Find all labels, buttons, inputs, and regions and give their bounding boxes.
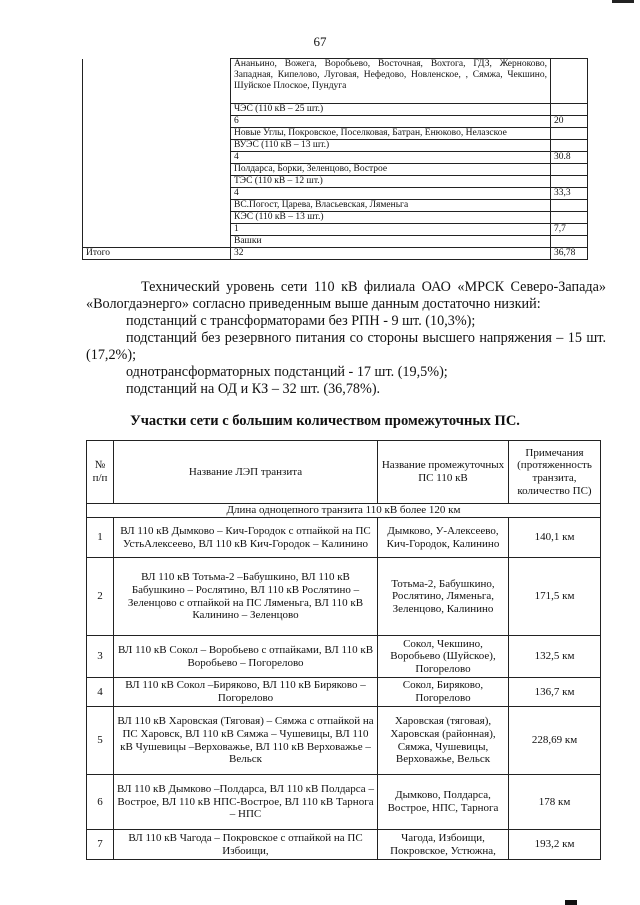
table-cell: Полдарса, Борки, Зеленцово, Вострое	[231, 164, 551, 176]
table-row	[83, 140, 588, 152]
header-substations: Название промежуточных ПС 110 кВ	[378, 441, 509, 504]
table-cell: КЭС (110 кВ – 13 шт.)	[231, 212, 551, 224]
table-row	[87, 707, 601, 775]
substations: Дымково, Полдарса, Вострое, НПС, Тарнога	[378, 775, 509, 830]
table-cell: 1	[231, 224, 551, 236]
transit-length: 228,69 км	[509, 707, 601, 775]
page-number: 67	[313, 34, 327, 49]
table-cell	[83, 236, 231, 248]
paragraph: однотрансформаторных подстанций - 17 шт. (19,5%);	[126, 364, 448, 380]
table-cell	[551, 212, 588, 224]
table-cell: Новые Углы, Покровское, Поселковая, Батран, Енюково, Нелазское	[231, 128, 551, 140]
section-title: Участки сети с большим количеством промежуточных ПС.	[130, 413, 520, 429]
table-row	[83, 236, 588, 248]
row-number: 4	[87, 678, 114, 707]
table-cell	[83, 176, 231, 188]
table-cell	[83, 152, 231, 164]
transit-length: 136,7 км	[509, 678, 601, 707]
line-name: ВЛ 110 кВ Сокол – Воробьево с отпайками, ВЛ 110 кВ Воробьево – Погорелово	[114, 636, 378, 678]
table-row	[83, 224, 588, 236]
table-cell	[83, 212, 231, 224]
total-count: 32	[231, 248, 551, 260]
table-cell: ВС.Погост, Царева, Власьевская, Ляменьга	[231, 200, 551, 212]
table-cell: 4	[231, 152, 551, 164]
table-cell: Вашки	[231, 236, 551, 248]
table-cell	[551, 164, 588, 176]
line-name: ВЛ 110 кВ Дымково – Кич-Городок с отпайкой на ПС УстьАлексеево, ВЛ 110 кВ Кич-Городок – Калинино	[114, 518, 378, 558]
total-label: Итого	[83, 248, 231, 260]
table-cell: 7,7	[551, 224, 588, 236]
table-row	[83, 200, 588, 212]
table-cell: Ананьино, Вожега, Воробьево, Восточная, Вохтога, ГДЗ, Жерноково, Западная, Кипелово, Луговая, Нефедово, Новленское, , Сямжа, Чекшино, Шуйское Плоское, Пундуга	[231, 59, 551, 104]
transit-length: 132,5 км	[509, 636, 601, 678]
row-number: 6	[87, 775, 114, 830]
paragraph: подстанций на ОД и КЗ – 32 шт. (36,78%).	[126, 381, 381, 397]
table-cell	[551, 200, 588, 212]
table-row	[87, 558, 601, 636]
table-row	[83, 128, 588, 140]
table-cell: 33,3	[551, 188, 588, 200]
table-cell: ВУЭС (110 кВ – 13 шт.)	[231, 140, 551, 152]
substations: Тотьма-2, Бабушкино, Рослятино, Ляменьга, Зеленцово, Калинино	[378, 558, 509, 636]
table-cell	[83, 128, 231, 140]
row-number: 1	[87, 518, 114, 558]
table-row	[83, 152, 588, 164]
table-row	[83, 116, 588, 128]
table-row	[87, 775, 601, 830]
line-name: ВЛ 110 кВ Тотьма-2 –Бабушкино, ВЛ 110 кВ Бабушкино – Рослятино, ВЛ 110 кВ Рослятино –Зеленцово с отпайкой на ПС Ляменьга, ВЛ 110 кВ Калинино – Зеленцово	[114, 558, 378, 636]
table-cell: ТЭС (110 кВ – 12 шт.)	[231, 176, 551, 188]
table-header-row	[87, 441, 601, 504]
substation-summary-table	[82, 58, 588, 260]
subheader-cell: Длина одноцепного транзита 110 кВ более 120 км	[87, 504, 601, 518]
table-cell: 6	[231, 116, 551, 128]
transit-length: 193,2 км	[509, 830, 601, 860]
corner-mark	[612, 0, 634, 3]
table-cell	[551, 128, 588, 140]
table-cell: 30.8	[551, 152, 588, 164]
header-num: № п/п	[87, 441, 114, 504]
substations: Чагода, Избоищи, Покровское, Устюжна,	[378, 830, 509, 860]
total-row	[83, 248, 588, 260]
header-line: Название ЛЭП транзита	[114, 441, 378, 504]
transit-lines-table	[86, 440, 601, 860]
line-name: ВЛ 110 кВ Харовская (Тяговая) – Сямжа с отпайкой на ПС Харовск, ВЛ 110 кВ Сямжа – Чушевицы, ВЛ 110 кВ Чушевицы –Верховажье, ВЛ 110 кВ Верховажье – Вельск	[114, 707, 378, 775]
table-cell	[83, 200, 231, 212]
line-name: ВЛ 110 кВ Дымково –Полдарса, ВЛ 110 кВ Полдарса – Вострое, ВЛ 110 кВ НПС-Вострое, ВЛ 110 кВ Тарнога – НПС	[114, 775, 378, 830]
table-row	[83, 59, 588, 104]
table-cell	[551, 104, 588, 116]
row-number: 7	[87, 830, 114, 860]
substations: Сокол, Биряково, Погорелово	[378, 678, 509, 707]
table-cell	[83, 140, 231, 152]
row-number: 5	[87, 707, 114, 775]
substations: Дымково, У-Алексеево, Кич-Городок, Калинино	[378, 518, 509, 558]
table-cell	[551, 140, 588, 152]
table-cell	[83, 164, 231, 176]
table-row	[87, 830, 601, 860]
table-cell: ЧЭС (110 кВ – 25 шт.)	[231, 104, 551, 116]
header-notes: Примечания (протяженность транзита, количество ПС)	[509, 441, 601, 504]
table-cell	[83, 116, 231, 128]
table-cell	[83, 59, 231, 104]
transit-length: 140,1 км	[509, 518, 601, 558]
table-row	[83, 164, 588, 176]
paragraph: подстанций без резервного питания со стороны высшего напряжения – 15 шт. (17,2%);	[86, 330, 606, 363]
table-row	[83, 176, 588, 188]
paragraph: подстанций с трансформаторами без РПН - 9 шт. (10,3%);	[126, 313, 476, 329]
substations: Харовская (тяговая), Харовская (районная), Сямжа, Чушевицы, Верховажье, Вельск	[378, 707, 509, 775]
table-cell	[83, 188, 231, 200]
table-row	[87, 678, 601, 707]
transit-length: 178 км	[509, 775, 601, 830]
table-cell: 20	[551, 116, 588, 128]
row-number: 3	[87, 636, 114, 678]
table-row	[83, 188, 588, 200]
table-cell	[551, 236, 588, 248]
substations: Сокол, Чекшино, Воробьево (Шуйское), Погорелово	[378, 636, 509, 678]
table-row	[87, 636, 601, 678]
table-row	[87, 518, 601, 558]
table-cell	[83, 104, 231, 116]
summary-text	[86, 279, 606, 398]
table-row	[83, 104, 588, 116]
paragraph: Технический уровень сети 110 кВ филиала ОАО «МРСК Северо-Запада» «Вологдаэнерго» согласно приведенным выше данным достаточно низкий:	[86, 279, 606, 312]
transit-length: 171,5 км	[509, 558, 601, 636]
subheader-row	[87, 504, 601, 518]
table-cell	[551, 176, 588, 188]
row-number: 2	[87, 558, 114, 636]
table-cell: 4	[231, 188, 551, 200]
total-percent: 36,78	[551, 248, 588, 260]
table-cell	[551, 59, 588, 104]
table-cell	[83, 224, 231, 236]
line-name: ВЛ 110 кВ Чагода – Покровское с отпайкой на ПС Избоищи,	[114, 830, 378, 860]
line-name: ВЛ 110 кВ Сокол –Биряково, ВЛ 110 кВ Биряково – Погорелово	[114, 678, 378, 707]
corner-mark	[565, 900, 577, 905]
table-row	[83, 212, 588, 224]
